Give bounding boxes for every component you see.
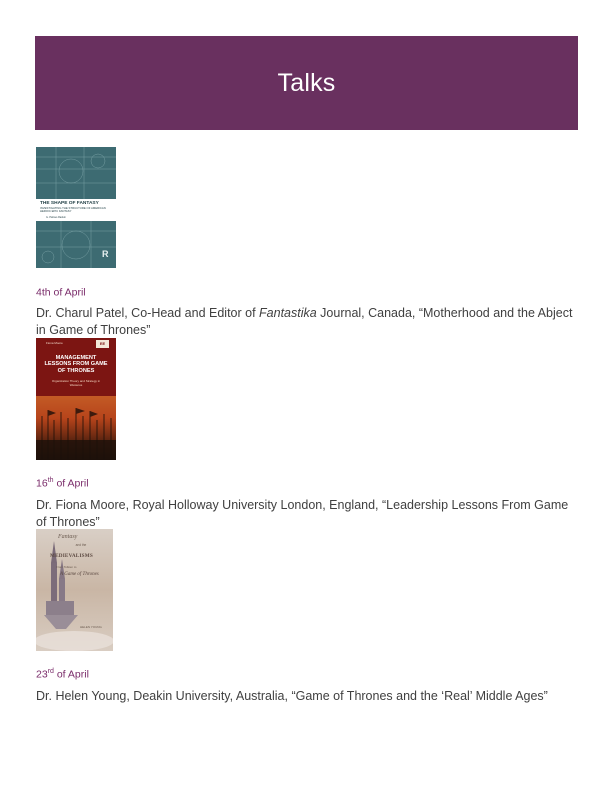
book-cover-management-lessons	[36, 338, 116, 460]
cover-battle-scene	[36, 396, 116, 460]
section-title: Talks	[277, 68, 336, 97]
cover-title: THE SHAPE OF FANTASY	[40, 201, 99, 206]
cover-author: G. Palmer-Rankin	[46, 216, 66, 219]
cover-line: A Game of Thrones	[60, 572, 99, 577]
book-cover-fantasy-medievalisms	[36, 529, 113, 651]
cover-subtitle: INVESTIGATING THE STRUCTURE OF AMERICAN HEROIC EPIC FANTASY	[40, 206, 106, 213]
talk-date: 16th of April	[36, 477, 89, 490]
talk-description: Dr. Fiona Moore, Royal Holloway University London, England, “Leadership Lessons From Game of Thrones”	[36, 498, 569, 529]
cover-title: MEDIEVALISMS	[50, 553, 93, 559]
cover-author: HELEN YOUNG	[80, 625, 102, 629]
cover-line: From Tolkien to	[56, 565, 77, 569]
talk-description: Dr. Charul Patel, Co-Head and Editor of Fantastika Journal, Canada, “Motherhood and the Abject in Game of Thrones”	[36, 306, 573, 337]
publisher-logo: EE	[96, 340, 109, 348]
talk-date: 4th of April	[36, 286, 86, 299]
cover-line: and the	[75, 543, 87, 547]
cover-title: MANAGEMENT LESSONS FROM GAME OF THRONES	[44, 355, 108, 374]
publisher-logo: R	[102, 249, 109, 259]
talk-description: Dr. Helen Young, Deakin University, Australia, “Game of Thrones and the ‘Real’ Middle Ages”	[36, 689, 548, 703]
cover-author: Fiona Moore	[46, 341, 63, 345]
book-cover-shape-of-fantasy	[36, 147, 116, 268]
section-banner	[35, 36, 578, 130]
cover-castle-illustration	[36, 529, 113, 651]
cover-subtitle: Organization Theory and Strategy in Westeros	[51, 379, 101, 387]
cover-line: Fantasy	[58, 534, 78, 540]
talk-date: 23rd of April	[36, 668, 89, 681]
